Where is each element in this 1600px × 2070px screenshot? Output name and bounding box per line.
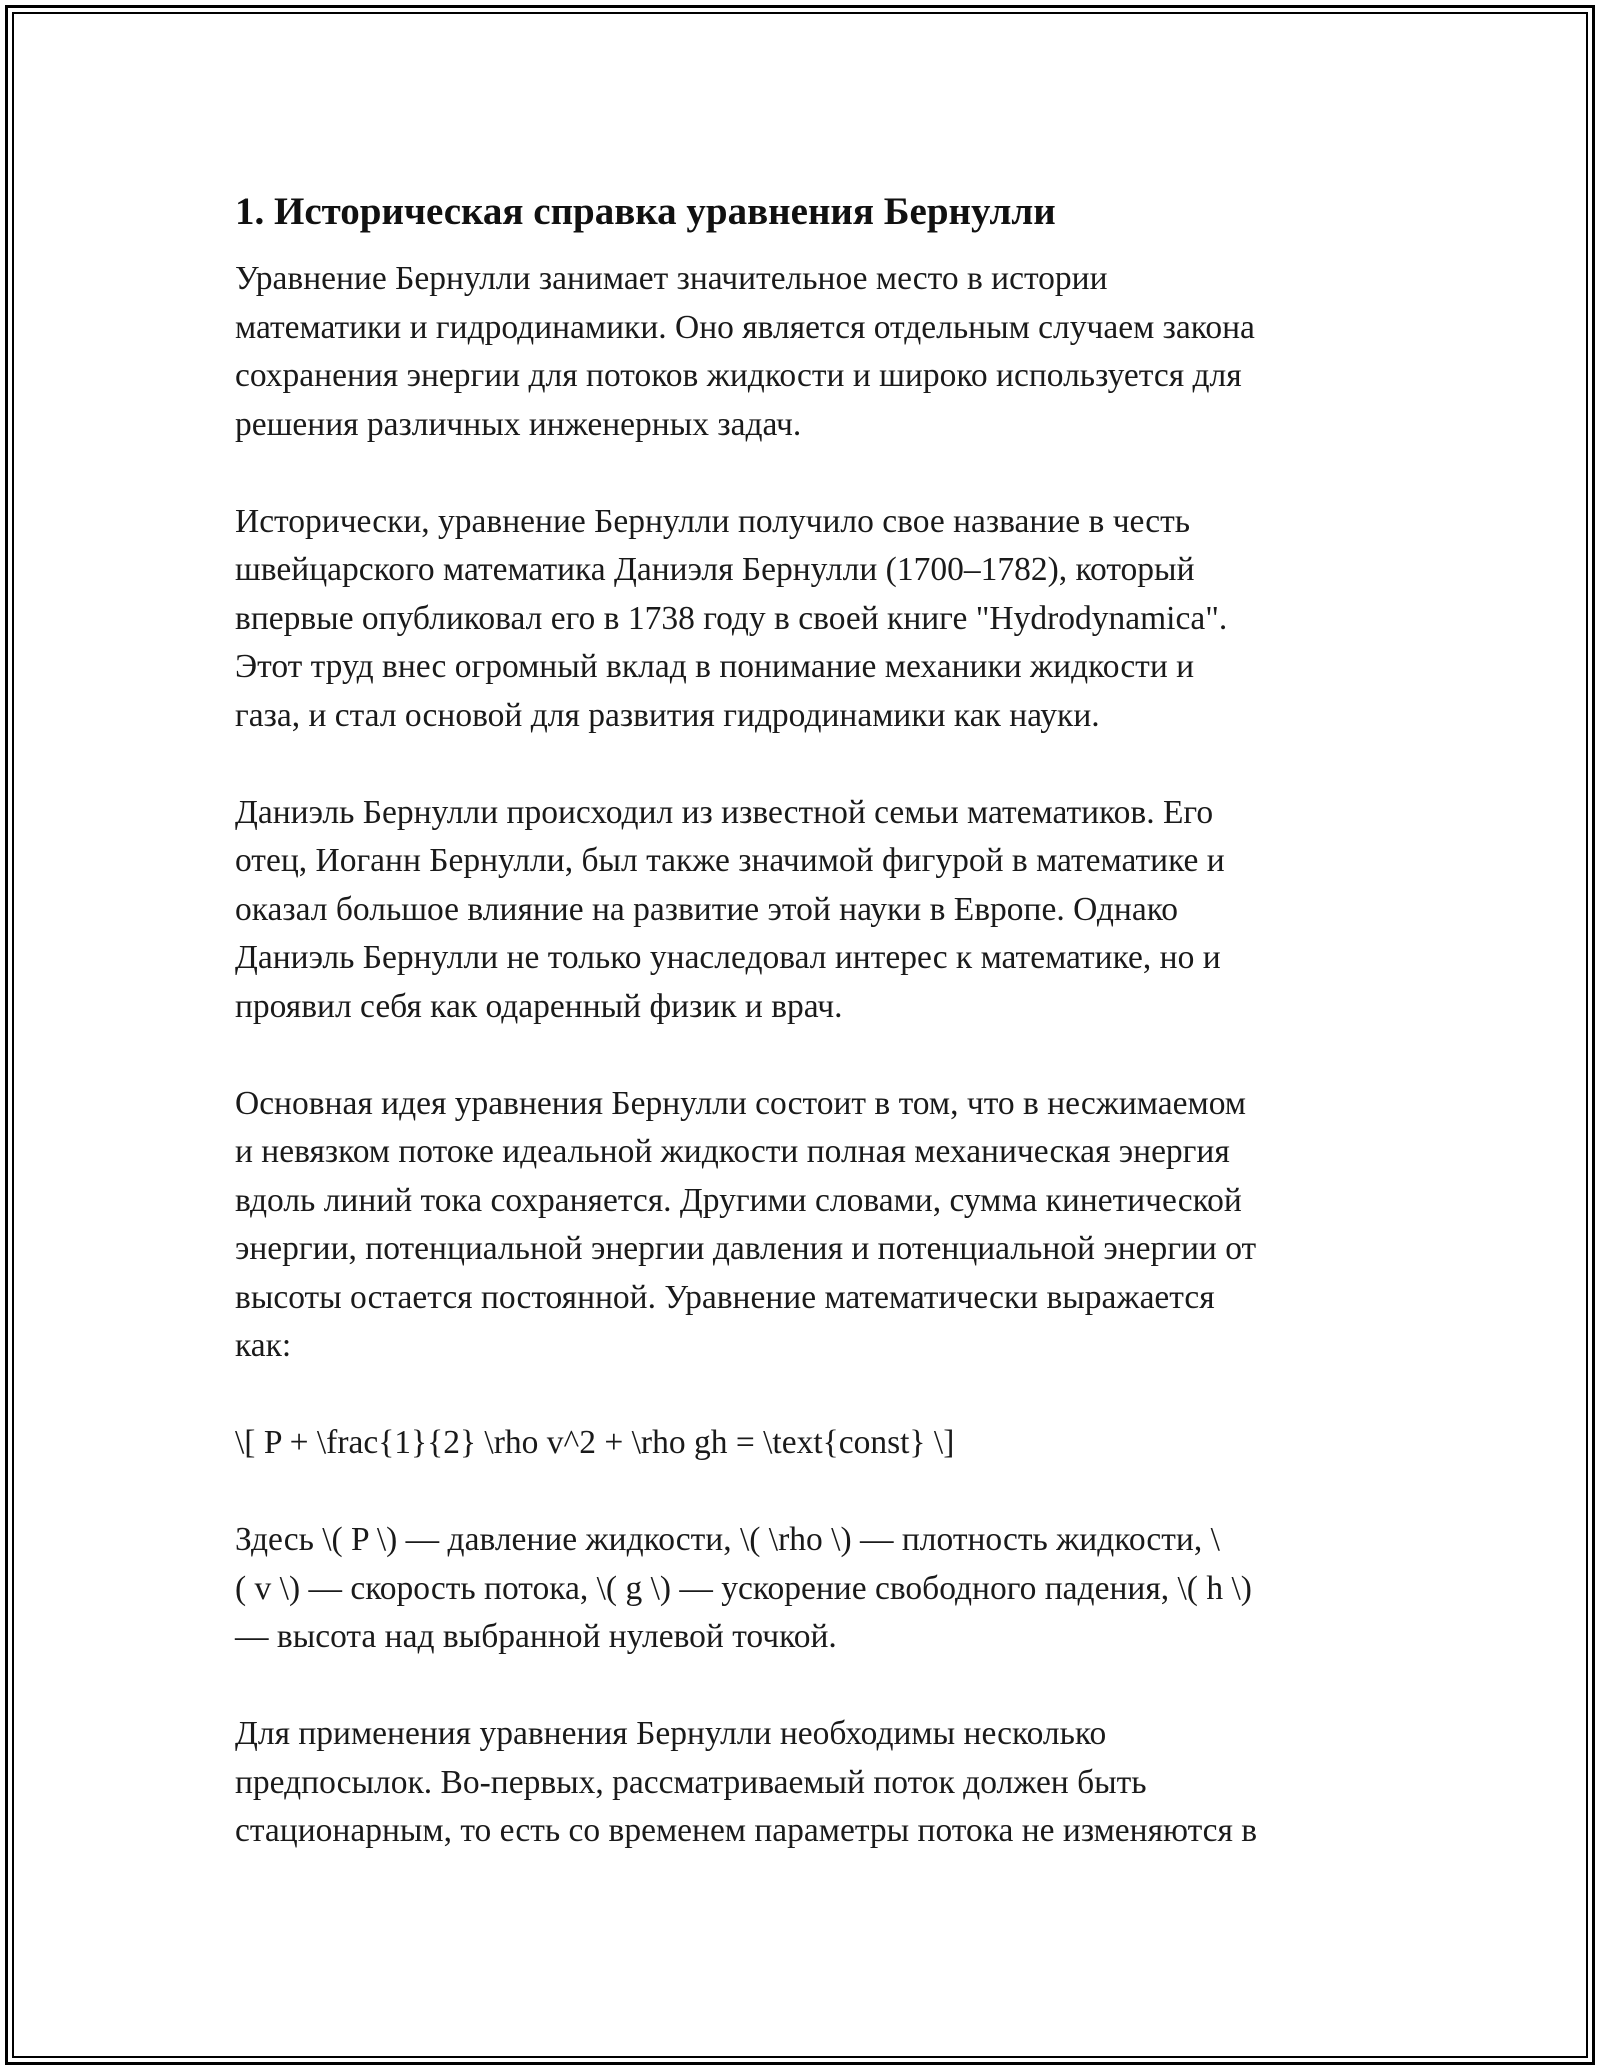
paragraph-family: Даниэль Бернулли происходил из известной семьи математиков. Его отец, Иоганн Бернулли, был также значимой фигурой в математике и оказал большое влияние на развитие этой науки в Европе. Однако Даниэль Бернулли не только унаследовал интерес к математике, но и проявил себя как одаренный физик и врач. bbox=[235, 793, 1225, 1025]
equation-line: \[ P + \frac{1}{2} \rho v^2 + \rho gh = \text{const} \] bbox=[235, 1424, 955, 1461]
paragraph-intro: Уравнение Бернулли занимает значительное место в истории математики и гидродинамики. Оно является отдельным случаем закона сохранения энергии для потоков жидкости и широко используется для решения различных инженерных задач. bbox=[235, 260, 1255, 443]
paragraph-variables: Здесь \( P \) — давление жидкости, \( \rho \) — плотность жидкости, \ ( v \) — скорость потока, \( g \) — ускорение свободного падения, \( h \) — высота над выбранной нулевой точкой. bbox=[235, 1521, 1252, 1655]
paragraph-main-idea: Основная идея уравнения Бернулли состоит в том, что в несжимаемом и невязком потоке идеальной жидкости полная механическая энергия вдоль линий тока сохраняется. Другими словами, сумма кинетической энергии, потенциальной энергии давления и потенциальной энергии от высоты остается постоянной. Уравнение математически выражается как: bbox=[235, 1084, 1257, 1364]
paragraph-assumptions: Для применения уравнения Бернулли необходимы несколько предпосылок. Во-первых, рассматриваемый поток должен быть стационарным, то есть со временем параметры потока не изменяются в bbox=[235, 1715, 1258, 1849]
section-heading: 1. Историческая справка уравнения Бернулли bbox=[235, 190, 1056, 233]
paragraph-history: Исторически, уравнение Бернулли получило свое название в честь швейцарского математика Даниэля Бернулли (1700–1782), который впервые опубликовал его в 1738 году в своей книге "Hydrodynamica". Этот труд внес огромный вклад в понимание механики жидкости и газа, и стал основой для развития гидродинамики как науки. bbox=[235, 502, 1228, 734]
document-body bbox=[235, 185, 1370, 1904]
